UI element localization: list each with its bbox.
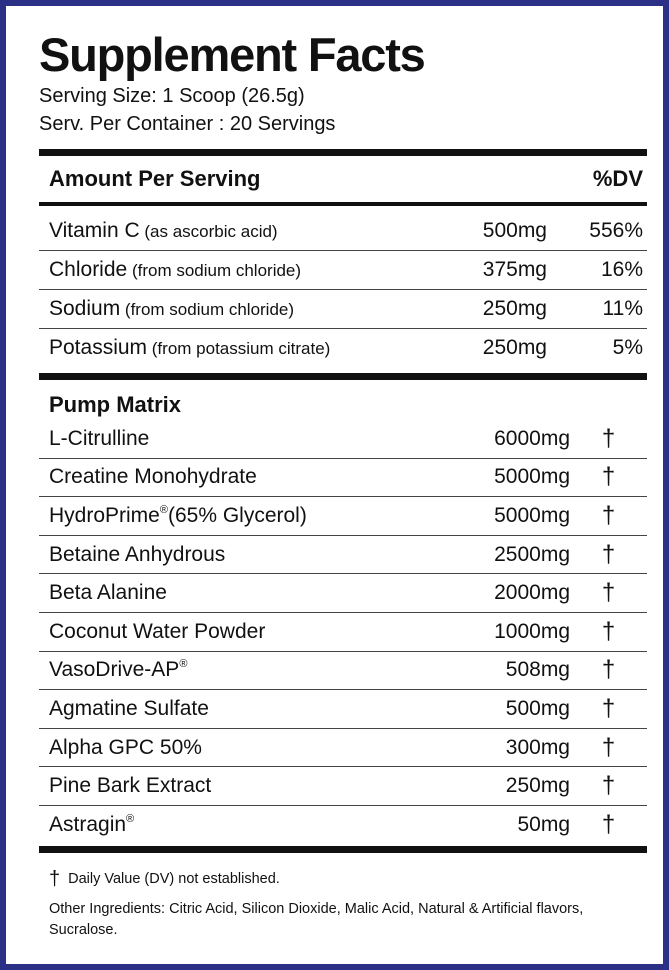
dagger-symbol: † bbox=[601, 810, 616, 838]
ingredient-amount: 2500mg bbox=[494, 542, 570, 566]
divider-thick bbox=[39, 373, 647, 380]
ingredient-name: Betaine Anhydrous bbox=[49, 542, 226, 566]
ingredient-name: L-Citrulline bbox=[49, 426, 150, 450]
ingredient-row bbox=[39, 459, 647, 497]
dagger-symbol: † bbox=[601, 694, 616, 722]
registered-mark: ® bbox=[126, 812, 135, 825]
dv-header: %DV bbox=[592, 166, 643, 191]
ingredient-name: Alpha GPC 50% bbox=[49, 735, 202, 759]
ingredient-row bbox=[39, 652, 647, 690]
dagger-symbol: † bbox=[601, 772, 616, 800]
dagger-symbol: † bbox=[601, 617, 616, 645]
divider-thick bbox=[39, 846, 647, 853]
registered-mark: ® bbox=[159, 503, 168, 516]
ingredient-amount: 2000mg bbox=[494, 581, 570, 605]
ingredient-amount: 508mg bbox=[505, 658, 570, 682]
ingredient-amount: 1000mg bbox=[494, 619, 570, 643]
nutrient-name: Vitamin C (as ascorbic acid) bbox=[49, 219, 278, 242]
pump-matrix-title: Pump Matrix bbox=[49, 392, 182, 417]
dv-footnote bbox=[39, 869, 647, 890]
dagger-symbol: † bbox=[601, 579, 616, 607]
ingredient-amount: 50mg bbox=[517, 812, 570, 836]
serving-size: Serving Size: 1 Scoop (26.5g) bbox=[39, 85, 305, 107]
dagger-symbol: † bbox=[601, 501, 616, 529]
ingredient-name: Coconut Water Powder bbox=[49, 619, 266, 643]
ingredient-row bbox=[39, 806, 647, 844]
dagger-symbol: † bbox=[601, 656, 616, 684]
nutrient-dv: 11% bbox=[602, 297, 643, 320]
amount-header-row bbox=[39, 156, 647, 202]
ingredient-amount: 500mg bbox=[505, 696, 570, 720]
ingredient-amount: 5000mg bbox=[494, 503, 570, 527]
ingredient-amount: 250mg bbox=[505, 774, 570, 798]
ingredient-name: Beta Alanine bbox=[49, 581, 167, 605]
nutrient-name: Potassium (from potassium citrate) bbox=[49, 336, 331, 359]
nutrient-name: Chloride (from sodium chloride) bbox=[49, 258, 302, 281]
ingredient-amount: 300mg bbox=[505, 735, 570, 759]
vitamin-list bbox=[39, 212, 647, 367]
amount-per-serving-header: Amount Per Serving bbox=[49, 166, 261, 191]
vitamin-row bbox=[39, 290, 647, 328]
nutrient-name: Sodium (from sodium chloride) bbox=[49, 297, 295, 320]
ingredient-row bbox=[39, 767, 647, 805]
ingredient-amount: 6000mg bbox=[494, 426, 570, 450]
ingredient-name: Astragin® bbox=[49, 812, 135, 836]
other-ingredients: Other Ingredients: Citric Acid, Silicon Dioxide, Malic Acid, Natural & Artificial flavors, Sucralose. bbox=[49, 900, 584, 938]
nutrient-dv: 5% bbox=[612, 336, 643, 359]
ingredient-row bbox=[39, 613, 647, 651]
nutrient-amount: 375mg bbox=[482, 258, 547, 281]
ingredient-row bbox=[39, 690, 647, 728]
dagger-symbol: † bbox=[601, 540, 616, 568]
nutrient-dv: 556% bbox=[589, 219, 643, 242]
ingredient-name: Pine Bark Extract bbox=[49, 774, 212, 798]
ingredient-name: VasoDrive-AP® bbox=[49, 658, 188, 682]
ingredient-row bbox=[39, 729, 647, 767]
pump-matrix-list bbox=[39, 420, 647, 844]
ingredient-name: Agmatine Sulfate bbox=[49, 696, 209, 720]
dagger-symbol: † bbox=[601, 733, 616, 761]
ingredient-name: HydroPrime®(65% Glycerol) bbox=[49, 503, 307, 527]
ingredient-row bbox=[39, 536, 647, 574]
registered-mark: ® bbox=[179, 658, 188, 671]
panel-title: Supplement Facts bbox=[39, 28, 425, 81]
ingredient-row bbox=[39, 574, 647, 612]
divider-medium bbox=[39, 202, 647, 206]
servings-per-container: Serv. Per Container : 20 Servings bbox=[39, 113, 336, 135]
vitamin-row bbox=[39, 251, 647, 289]
dagger-symbol: † bbox=[49, 867, 61, 890]
nutrient-amount: 250mg bbox=[482, 336, 547, 359]
dagger-symbol: † bbox=[601, 463, 616, 491]
dagger-symbol: † bbox=[601, 424, 616, 452]
divider-thick bbox=[39, 149, 647, 156]
vitamin-row bbox=[39, 212, 647, 250]
nutrient-amount: 500mg bbox=[482, 219, 547, 242]
ingredient-amount: 5000mg bbox=[494, 465, 570, 489]
dv-note-text: Daily Value (DV) not established. bbox=[68, 870, 280, 887]
ingredient-row bbox=[39, 497, 647, 535]
ingredient-row bbox=[39, 420, 647, 458]
ingredient-name: Creatine Monohydrate bbox=[49, 465, 257, 489]
vitamin-row bbox=[39, 329, 647, 367]
nutrient-dv: 16% bbox=[600, 258, 643, 281]
nutrient-amount: 250mg bbox=[482, 297, 547, 320]
